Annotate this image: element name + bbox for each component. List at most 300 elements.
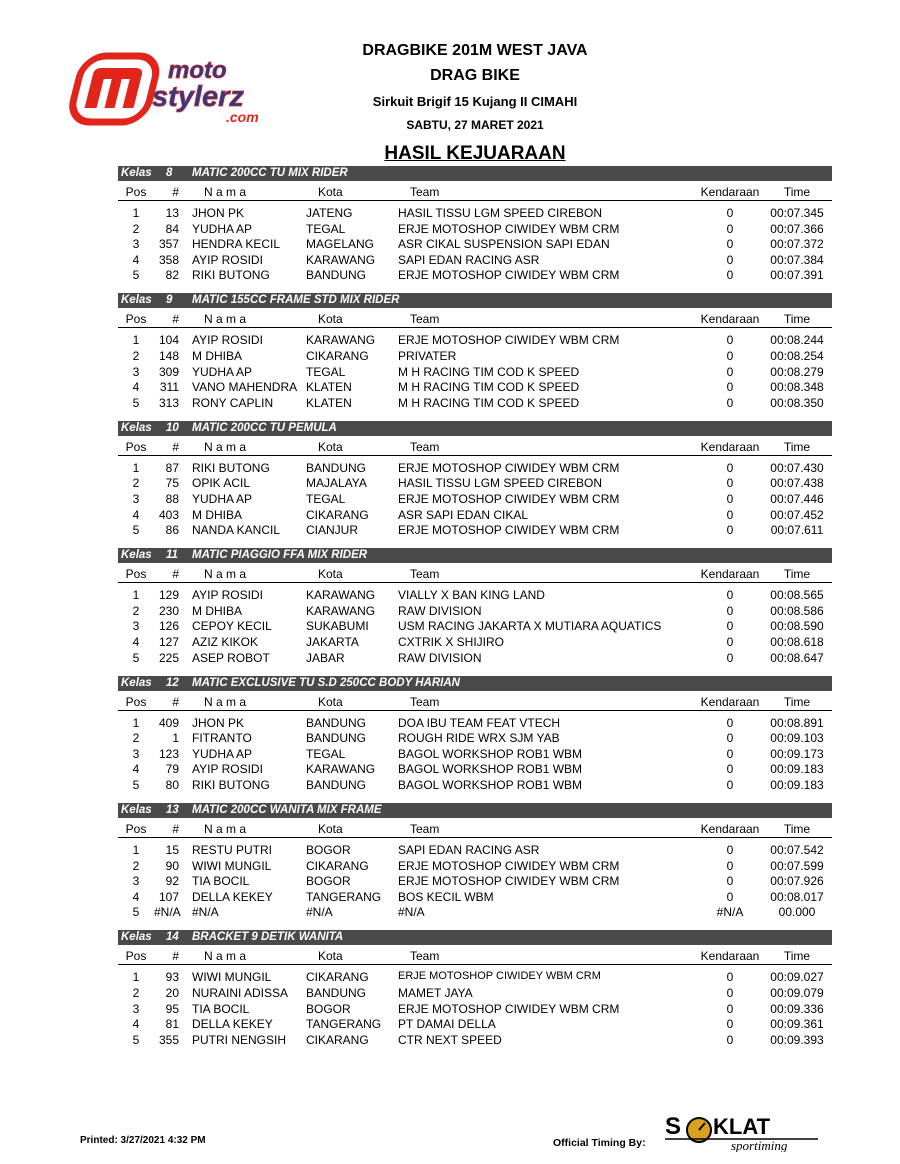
class-name: MATIC 200CC TU PEMULA	[192, 421, 337, 434]
result-row	[118, 618, 832, 634]
row-rider-name: RESTU PUTRI	[192, 842, 273, 857]
col-team-header: Team	[410, 312, 440, 327]
row-number: 230	[158, 603, 179, 618]
row-kendaraan: 0	[726, 1017, 734, 1032]
result-row	[118, 603, 832, 619]
row-team: ERJE MOTOSHOP CIWIDEY WBM CRM	[398, 1001, 620, 1016]
row-time: 00:07.430	[770, 460, 824, 475]
row-pos: 1	[132, 460, 140, 475]
col-number-header: #	[172, 567, 179, 582]
row-pos: 4	[132, 507, 140, 522]
class-label: Kelas	[121, 294, 152, 307]
row-time: 00:09.027	[770, 970, 824, 985]
row-rider-name: AYIP ROSIDI	[192, 333, 263, 348]
result-row	[118, 650, 832, 666]
row-number: 358	[158, 252, 179, 267]
row-time: 00:07.372	[770, 237, 824, 252]
row-time: 00:07.599	[770, 858, 824, 873]
class-header-bar	[118, 676, 832, 691]
row-time: 00:07.542	[770, 842, 824, 857]
event-venue: Sirkuit Brigif 15 Kujang II CIMAHI	[372, 94, 578, 109]
col-number-header: #	[172, 312, 179, 327]
row-number: 79	[165, 762, 179, 777]
row-kota: CIKARANG	[306, 970, 369, 985]
col-pos-header: Pos	[125, 694, 147, 709]
row-pos: 3	[132, 746, 140, 761]
row-team: BAGOL WORKSHOP ROB1 WBM	[398, 762, 583, 777]
col-pos-header: Pos	[125, 821, 147, 836]
row-kendaraan: 0	[726, 1001, 734, 1016]
row-rider-name: JHON PK	[192, 715, 245, 730]
row-team: ERJE MOTOSHOP CIWIDEY WBM CRM	[398, 268, 620, 283]
row-team: BOS KECIL WBM	[398, 889, 494, 904]
row-team: ERJE MOTOSHOP CIWIDEY WBM CRM	[398, 874, 620, 889]
row-pos: 1	[132, 715, 140, 730]
col-name-header: N a m a	[204, 949, 247, 964]
row-pos: 4	[132, 1017, 140, 1032]
row-team: HASIL TISSU LGM SPEED CIREBON	[398, 476, 603, 491]
result-row	[118, 1001, 832, 1017]
col-kendaraan-header: Kendaraan	[700, 949, 760, 964]
class-section	[118, 293, 832, 420]
row-team: DOA IBU TEAM FEAT VTECH	[398, 715, 561, 730]
row-time: 00:08.590	[770, 619, 824, 634]
result-row	[118, 1016, 832, 1032]
class-header-bar	[118, 421, 832, 436]
row-rider-name: JHON PK	[192, 206, 245, 220]
row-kota: KARAWANG	[306, 252, 376, 267]
row-kendaraan: 0	[726, 603, 734, 618]
class-number: 12	[166, 676, 179, 689]
row-time: 00:08.017	[770, 889, 824, 904]
row-number: 409	[158, 715, 179, 730]
col-kota-header: Kota	[318, 821, 343, 836]
row-rider-name: DELLA KEKEY	[192, 1017, 273, 1032]
row-rider-name: HENDRA KECIL	[192, 237, 281, 252]
row-pos: 5	[132, 905, 140, 920]
row-kota: BOGOR	[306, 874, 351, 889]
row-number: 88	[165, 491, 179, 506]
row-team: BAGOL WORKSHOP ROB1 WBM	[398, 746, 583, 761]
row-kota: BOGOR	[306, 1001, 351, 1016]
row-number: 95	[165, 1001, 179, 1016]
row-kendaraan: #N/A	[716, 905, 744, 920]
row-kendaraan: 0	[726, 650, 734, 665]
row-kendaraan: 0	[726, 237, 734, 252]
row-kota: TANGERANG	[306, 1017, 382, 1032]
col-kendaraan-header: Kendaraan	[700, 312, 760, 327]
row-rider-name: OPIK ACIL	[192, 476, 251, 491]
row-number: 90	[165, 858, 179, 873]
row-team: #N/A	[398, 905, 425, 920]
result-row	[118, 475, 832, 491]
soklat-letter-s: S	[665, 1113, 682, 1140]
row-number: 92	[165, 874, 179, 889]
result-row	[118, 460, 832, 476]
row-number: 355	[158, 1032, 179, 1047]
row-time: 00:09.103	[770, 731, 824, 746]
result-row	[118, 634, 832, 650]
row-team: M H RACING TIM COD K SPEED	[398, 380, 580, 395]
col-pos-header: Pos	[125, 312, 147, 327]
row-rider-name: DELLA KEKEY	[192, 889, 273, 904]
class-number: 13	[166, 803, 179, 816]
row-rider-name: YUDHA AP	[192, 364, 253, 379]
class-name: MATIC 155CC FRAME STD MIX RIDER	[192, 294, 400, 307]
result-rows	[118, 201, 832, 283]
row-number: 123	[158, 746, 179, 761]
col-kota-header: Kota	[318, 185, 343, 199]
row-team: RAW DIVISION	[398, 603, 482, 618]
col-time-header: Time	[783, 694, 811, 709]
row-kota: TEGAL	[306, 491, 346, 506]
result-row	[118, 395, 832, 411]
row-rider-name: M DHIBA	[192, 348, 243, 363]
col-number-header: #	[172, 185, 179, 199]
row-team: ASR CIKAL SUSPENSION SAPI EDAN	[398, 237, 610, 252]
result-row	[118, 252, 832, 268]
row-kendaraan: 0	[726, 1032, 734, 1047]
col-kendaraan-header: Kendaraan	[700, 185, 760, 199]
row-kota: BANDUNG	[306, 268, 367, 283]
col-name-header: N a m a	[204, 694, 247, 709]
event-title: DRAGBIKE 201M WEST JAVA	[362, 42, 588, 59]
row-kota: KLATEN	[306, 395, 352, 410]
soklat-sportiming-logo	[663, 1112, 823, 1152]
row-number: #N/A	[154, 905, 181, 920]
col-name-header: N a m a	[204, 185, 247, 199]
row-team: PRIVATER	[398, 348, 457, 363]
class-label: Kelas	[121, 931, 152, 944]
row-pos: 2	[132, 985, 140, 1000]
result-row	[118, 491, 832, 507]
result-row	[118, 587, 832, 603]
row-rider-name: FITRANTO	[192, 731, 252, 746]
row-time: 00:07.345	[770, 206, 824, 220]
row-kendaraan: 0	[726, 889, 734, 904]
result-rows	[118, 838, 832, 920]
row-kendaraan: 0	[726, 348, 734, 363]
row-time: 00:09.393	[770, 1032, 824, 1047]
row-rider-name: AYIP ROSIDI	[192, 762, 263, 777]
row-team: MAMET JAYA	[398, 985, 473, 1000]
row-kendaraan: 0	[726, 842, 734, 857]
result-row	[118, 205, 832, 221]
column-header-row	[118, 308, 832, 328]
row-kota: TEGAL	[306, 364, 346, 379]
row-rider-name: TIA BOCIL	[192, 1001, 250, 1016]
class-number: 8	[166, 167, 173, 179]
row-kendaraan: 0	[726, 746, 734, 761]
result-row	[118, 715, 832, 731]
column-header-row	[118, 436, 832, 456]
row-pos: 3	[132, 619, 140, 634]
result-row	[118, 969, 832, 985]
col-number-header: #	[172, 949, 179, 964]
col-number-header: #	[172, 694, 179, 709]
col-pos-header: Pos	[125, 567, 147, 582]
row-rider-name: NANDA KANCIL	[192, 523, 281, 538]
event-date: SABTU, 27 MARET 2021	[406, 118, 544, 132]
class-label: Kelas	[121, 803, 152, 816]
row-pos: 1	[132, 588, 140, 603]
row-pos: 1	[132, 970, 140, 985]
row-number: 13	[165, 206, 179, 220]
row-pos: 4	[132, 380, 140, 395]
row-number: 403	[158, 507, 179, 522]
result-row	[118, 522, 832, 538]
row-kota: CIANJUR	[306, 523, 359, 538]
row-kendaraan: 0	[726, 380, 734, 395]
row-time: 00:08.647	[770, 650, 824, 665]
row-kota: CIKARANG	[306, 507, 369, 522]
row-kendaraan: 0	[726, 762, 734, 777]
printed-timestamp: Printed: 3/27/2021 4:32 PM	[80, 1135, 206, 1146]
row-kendaraan: 0	[726, 333, 734, 348]
row-number: 357	[158, 237, 179, 252]
col-kendaraan-header: Kendaraan	[700, 694, 760, 709]
row-number: 81	[165, 1017, 179, 1032]
col-team-header: Team	[410, 439, 440, 454]
row-number: 75	[165, 476, 179, 491]
row-pos: 2	[132, 221, 140, 236]
row-number: 86	[165, 523, 179, 538]
col-kendaraan-header: Kendaraan	[700, 821, 760, 836]
row-time: 00:07.438	[770, 476, 824, 491]
row-kendaraan: 0	[726, 731, 734, 746]
class-label: Kelas	[121, 167, 152, 179]
column-header-row	[118, 818, 832, 838]
col-time-header: Time	[783, 312, 811, 327]
class-section	[118, 166, 832, 293]
row-rider-name: RIKI BUTONG	[192, 777, 270, 792]
row-number: 309	[158, 364, 179, 379]
row-rider-name: YUDHA AP	[192, 221, 253, 236]
row-rider-name: WIWI MUNGIL	[192, 858, 272, 873]
row-time: 00:08.350	[770, 395, 824, 410]
row-time: 00:08.254	[770, 348, 824, 363]
row-number: 126	[158, 619, 179, 634]
row-kendaraan: 0	[726, 507, 734, 522]
row-pos: 3	[132, 491, 140, 506]
col-name-header: N a m a	[204, 312, 247, 327]
row-kota: BANDUNG	[306, 731, 367, 746]
row-time: 00:07.926	[770, 874, 824, 889]
row-time: 00:09.183	[770, 762, 824, 777]
class-section	[118, 548, 832, 675]
row-rider-name: M DHIBA	[192, 507, 243, 522]
result-rows	[118, 328, 832, 410]
row-rider-name: AYIP ROSIDI	[192, 252, 263, 267]
row-number: 15	[165, 842, 179, 857]
result-rows	[118, 583, 832, 665]
row-time: 00:08.279	[770, 364, 824, 379]
row-kendaraan: 0	[726, 460, 734, 475]
class-number: 14	[166, 931, 179, 944]
class-number: 9	[166, 294, 173, 307]
row-kota: TEGAL	[306, 746, 346, 761]
row-number: 148	[158, 348, 179, 363]
col-pos-header: Pos	[125, 185, 147, 199]
row-rider-name: AZIZ KIKOK	[192, 634, 259, 649]
column-header-row	[118, 563, 832, 583]
logo-text-moto: moto	[168, 57, 227, 84]
col-team-header: Team	[410, 949, 440, 964]
col-kota-header: Kota	[318, 439, 343, 454]
row-pos: 5	[132, 777, 140, 792]
class-section	[118, 676, 832, 803]
row-rider-name: PUTRI NENGSIH	[192, 1032, 287, 1047]
col-team-header: Team	[410, 694, 440, 709]
class-number: 11	[166, 549, 178, 562]
row-time: 00:09.336	[770, 1001, 824, 1016]
row-kendaraan: 0	[726, 476, 734, 491]
result-rows	[118, 711, 832, 793]
row-kota: KARAWANG	[306, 333, 376, 348]
row-kota: CIKARANG	[306, 858, 369, 873]
logo-text-stylerz: stylerz	[152, 81, 244, 113]
row-kendaraan: 0	[726, 364, 734, 379]
row-time: 00:09.173	[770, 746, 824, 761]
row-number: 1	[172, 731, 179, 746]
row-team: M H RACING TIM COD K SPEED	[398, 364, 580, 379]
row-time: 00:08.244	[770, 333, 824, 348]
row-rider-name: RIKI BUTONG	[192, 460, 270, 475]
official-timing-label: Official Timing By:	[553, 1137, 646, 1149]
class-label: Kelas	[121, 676, 152, 689]
row-time: 00:07.366	[770, 221, 824, 236]
row-kendaraan: 0	[726, 985, 734, 1000]
row-pos: 5	[132, 1032, 140, 1047]
row-kendaraan: 0	[726, 858, 734, 873]
result-rows	[118, 456, 832, 538]
row-time: 00:07.391	[770, 268, 824, 283]
class-header-bar	[118, 166, 832, 181]
row-number: 127	[158, 634, 179, 649]
result-row	[118, 730, 832, 746]
row-time: 00:07.384	[770, 252, 824, 267]
row-time: 00:08.565	[770, 588, 824, 603]
row-rider-name: RONY CAPLIN	[192, 395, 274, 410]
row-team: HASIL TISSU LGM SPEED CIREBON	[398, 206, 603, 220]
row-rider-name: WIWI MUNGIL	[192, 970, 272, 985]
row-kota: BANDUNG	[306, 460, 367, 475]
row-rider-name: TIA BOCIL	[192, 874, 250, 889]
row-kota: KARAWANG	[306, 603, 376, 618]
row-team: CXTRIK X SHIJIRO	[398, 634, 505, 649]
row-number: 311	[159, 380, 179, 395]
col-kendaraan-header: Kendaraan	[700, 439, 760, 454]
result-row	[118, 889, 832, 905]
row-kendaraan: 0	[726, 206, 734, 220]
row-team: ERJE MOTOSHOP CIWIDEY WBM CRM	[398, 491, 620, 506]
row-kota: BANDUNG	[306, 777, 367, 792]
row-time: 00:08.891	[770, 715, 824, 730]
row-kendaraan: 0	[726, 634, 734, 649]
class-name: MATIC EXCLUSIVE TU S.D 250CC BODY HARIAN	[192, 676, 460, 689]
row-kota: JAKARTA	[306, 634, 359, 649]
col-time-header: Time	[783, 185, 811, 199]
row-kendaraan: 0	[726, 491, 734, 506]
row-rider-name: M DHIBA	[192, 603, 243, 618]
row-number: 104	[158, 333, 179, 348]
row-pos: 2	[132, 476, 140, 491]
row-kota: TANGERANG	[306, 889, 382, 904]
row-pos: 4	[132, 252, 140, 267]
result-row	[118, 858, 832, 874]
row-rider-name: NURAINI ADISSA	[192, 985, 289, 1000]
row-pos: 4	[132, 634, 140, 649]
row-team: ERJE MOTOSHOP CIWIDEY WBM CRM	[398, 523, 620, 538]
class-label: Kelas	[121, 421, 152, 434]
result-title: HASIL KEJUARAAN	[384, 143, 566, 164]
column-header-row	[118, 181, 832, 201]
row-pos: 3	[132, 874, 140, 889]
row-team: M H RACING TIM COD K SPEED	[398, 395, 580, 410]
row-team: PT DAMAI DELLA	[398, 1017, 496, 1032]
logo-text-com: .com	[226, 109, 259, 125]
col-team-header: Team	[410, 185, 440, 199]
result-row	[118, 777, 832, 793]
row-number: 84	[165, 221, 179, 236]
col-time-header: Time	[783, 821, 811, 836]
row-pos: 1	[132, 206, 140, 220]
col-kota-header: Kota	[318, 312, 343, 327]
row-kota: CIKARANG	[306, 1032, 369, 1047]
col-name-header: N a m a	[204, 439, 247, 454]
row-pos: 2	[132, 858, 140, 873]
row-kendaraan: 0	[726, 588, 734, 603]
row-team: ROUGH RIDE WRX SJM YAB	[398, 731, 560, 746]
row-time: 00:09.079	[770, 985, 824, 1000]
row-kota: MAJALAYA	[306, 476, 367, 491]
row-team: ERJE MOTOSHOP CIWIDEY WBM CRM	[398, 333, 620, 348]
row-team: ERJE MOTOSHOP CIWIDEY WBM CRM	[398, 970, 601, 983]
class-header-bar	[118, 803, 832, 818]
row-number: 80	[165, 777, 179, 792]
row-pos: 3	[132, 1001, 140, 1016]
results-tables	[118, 166, 832, 1058]
row-time: 00:08.348	[770, 380, 824, 395]
row-pos: 2	[132, 731, 140, 746]
row-team: ASR SAPI EDAN CIKAL	[398, 507, 529, 522]
row-kota: BANDUNG	[306, 985, 367, 1000]
result-row	[118, 746, 832, 762]
row-kendaraan: 0	[726, 874, 734, 889]
row-kendaraan: 0	[726, 523, 734, 538]
result-row	[118, 236, 832, 252]
row-pos: 1	[132, 842, 140, 857]
row-number: 93	[165, 970, 179, 985]
class-name: BRACKET 9 DETIK WANITA	[192, 931, 344, 944]
class-section	[118, 803, 832, 930]
row-time: 00:09.361	[770, 1017, 824, 1032]
row-team: ERJE MOTOSHOP CIWIDEY WBM CRM	[398, 858, 620, 873]
col-time-header: Time	[783, 949, 811, 964]
row-rider-name: YUDHA AP	[192, 491, 253, 506]
row-team: BAGOL WORKSHOP ROB1 WBM	[398, 777, 583, 792]
row-rider-name: RIKI BUTONG	[192, 268, 270, 283]
row-pos: 3	[132, 364, 140, 379]
row-pos: 1	[132, 333, 140, 348]
soklat-sportiming-text: sportiming	[731, 1138, 788, 1152]
event-subtitle: DRAG BIKE	[430, 67, 520, 84]
row-kendaraan: 0	[726, 395, 734, 410]
result-rows	[118, 965, 832, 1047]
row-pos: 3	[132, 237, 140, 252]
result-row	[118, 507, 832, 523]
row-kota: CIKARANG	[306, 348, 369, 363]
